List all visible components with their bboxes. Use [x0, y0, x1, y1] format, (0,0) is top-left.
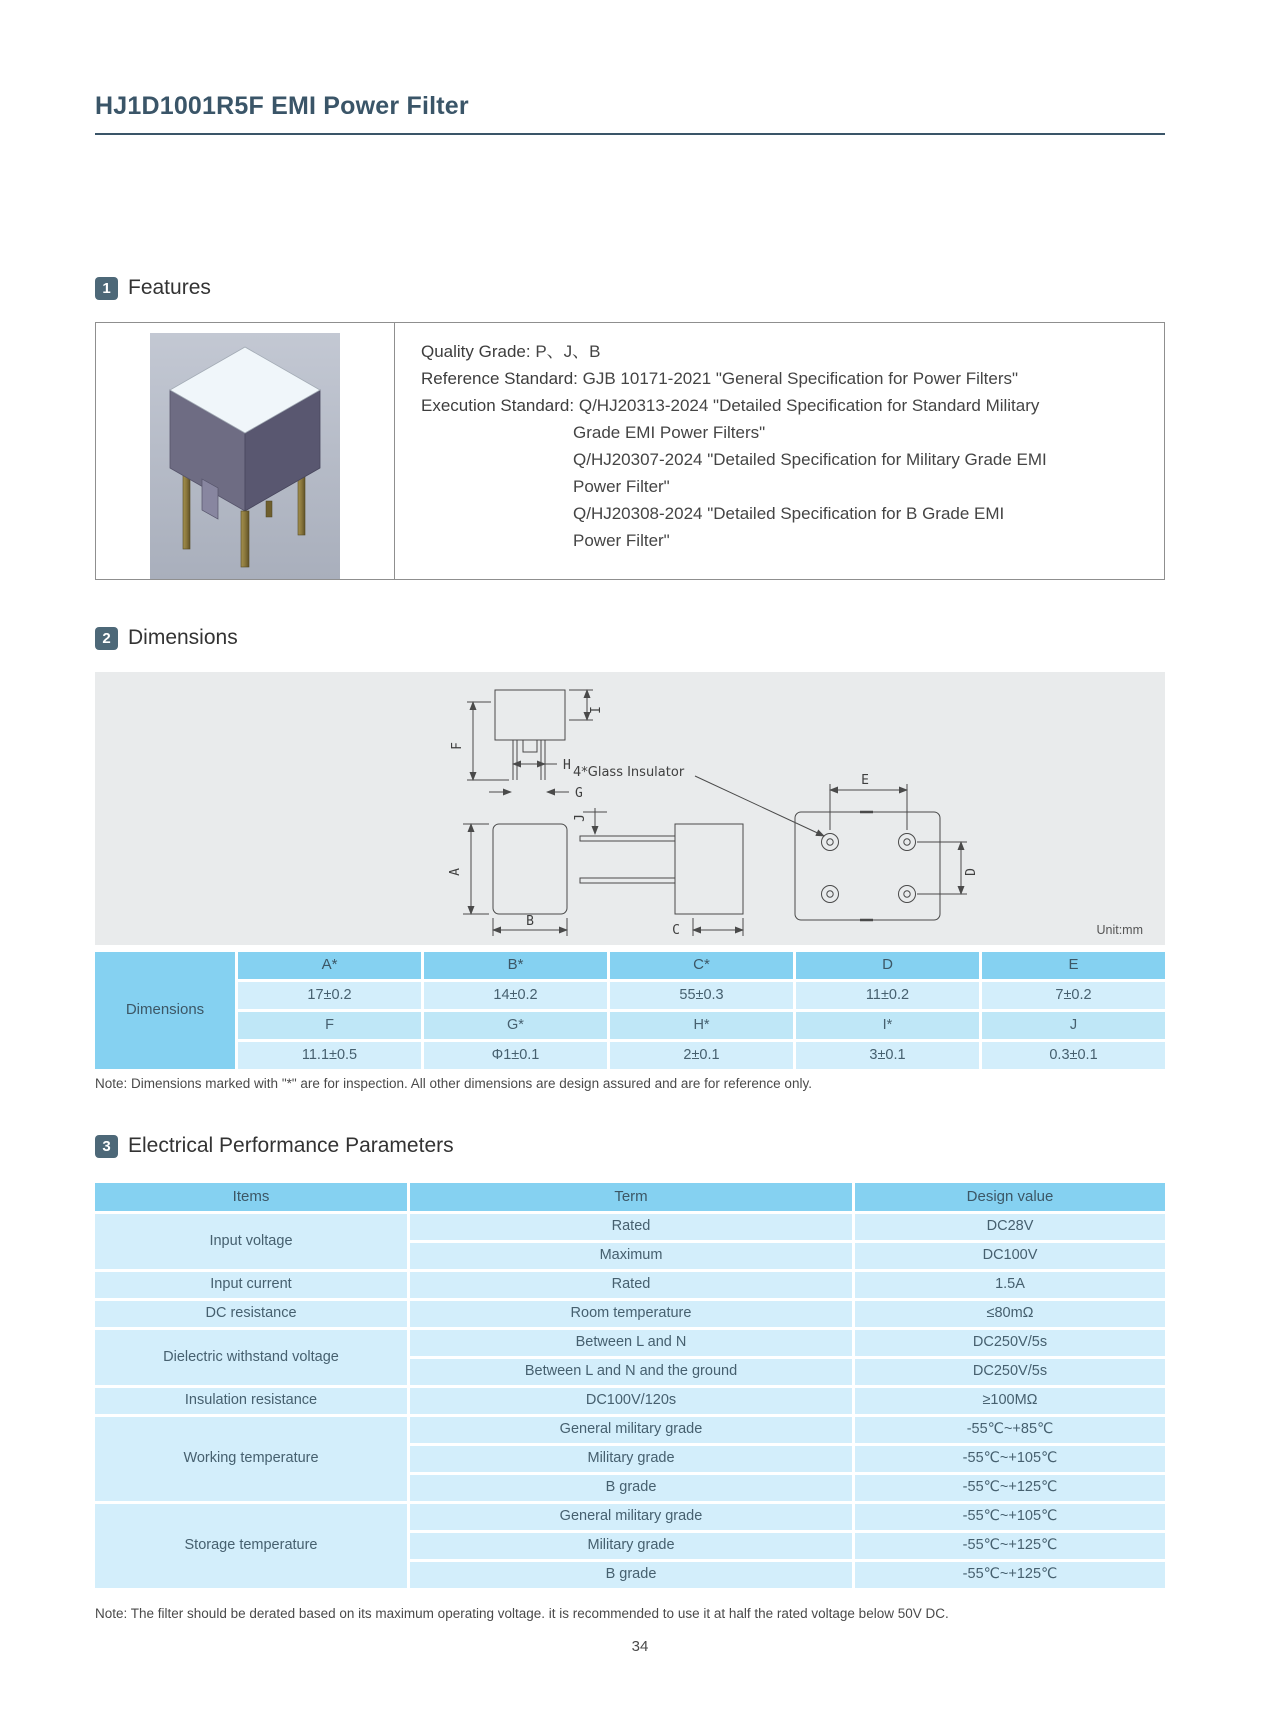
dim-label-a: A [448, 868, 463, 876]
section-number-badge: 3 [95, 1135, 118, 1158]
elec-item: Input voltage [95, 1214, 407, 1269]
dim-col-header: D [796, 952, 979, 979]
feature-line: Q/HJ20308-2024 "Detailed Specification for B Grade EMI [573, 504, 1005, 523]
section-title: Dimensions [128, 626, 238, 649]
section-title: Electrical Performance Parameters [128, 1134, 454, 1157]
elec-value: -55℃~+125℃ [855, 1562, 1165, 1588]
elec-value: -55℃~+105℃ [855, 1504, 1165, 1530]
dim-label-j: J [573, 814, 588, 822]
dim-value: 2±0.1 [610, 1042, 793, 1069]
dim-col-header: H* [610, 1012, 793, 1039]
elec-value: ≤80mΩ [855, 1301, 1165, 1327]
dimensions-diagram-panel [95, 672, 1165, 945]
reference-standard-label: Reference Standard: [421, 369, 578, 388]
dimensions-technical-drawing [95, 672, 1165, 945]
dimensions-table [95, 952, 1165, 1069]
elec-term: General military grade [410, 1504, 852, 1530]
feature-line: Grade EMI Power Filters" [573, 423, 766, 442]
section-header-features [95, 276, 211, 300]
section-title: Features [128, 276, 211, 299]
dim-value: 55±0.3 [610, 982, 793, 1009]
elec-header-items: Items [95, 1183, 407, 1211]
dim-value: 14±0.2 [424, 982, 607, 1009]
elec-term: Rated [410, 1214, 852, 1240]
section-number-badge: 1 [95, 277, 118, 300]
elec-value: DC100V [855, 1243, 1165, 1269]
dim-col-header: B* [424, 952, 607, 979]
feature-line [421, 338, 1138, 365]
dim-label-e: E [861, 773, 869, 788]
dim-label-b: B [526, 914, 534, 929]
elec-value: DC250V/5s [855, 1359, 1165, 1385]
dim-label-g: G [575, 786, 583, 801]
feature-line: Power Filter" [573, 477, 670, 496]
dim-label-d: D [964, 868, 979, 876]
dimensions-row-label: Dimensions [95, 952, 235, 1069]
dim-value: 11±0.2 [796, 982, 979, 1009]
quality-grade-value: P、J、B [535, 342, 601, 361]
elec-term: General military grade [410, 1417, 852, 1443]
feature-line [421, 392, 1138, 419]
elec-term: Military grade [410, 1533, 852, 1559]
top-view-body [795, 812, 940, 920]
dim-label-c: C [672, 923, 680, 938]
elec-item: Dielectric withstand voltage [95, 1330, 407, 1385]
elec-item: Insulation resistance [95, 1388, 407, 1414]
dim-value: 0.3±0.1 [982, 1042, 1165, 1069]
front-view-body [495, 690, 565, 740]
section-number-badge: 2 [95, 627, 118, 650]
elec-value: -55℃~+85℃ [855, 1417, 1165, 1443]
feature-line: Power Filter" [573, 531, 670, 550]
electrical-parameters-table [95, 1183, 1165, 1588]
elec-term: Room temperature [410, 1301, 852, 1327]
dim-value: Φ1±0.1 [424, 1042, 607, 1069]
page-number: 34 [631, 1638, 649, 1655]
dim-value: 7±0.2 [982, 982, 1165, 1009]
quality-grade-label: Quality Grade: [421, 342, 531, 361]
elec-value: DC250V/5s [855, 1330, 1165, 1356]
section-header-electrical [95, 1134, 454, 1158]
elec-term: Between L and N [410, 1330, 852, 1356]
dimensions-note: Note: Dimensions marked with "*" are for inspection. All other dimensions are design assured and are for reference only. [95, 1076, 812, 1091]
dim-col-header: J [982, 1012, 1165, 1039]
dim-col-header: I* [796, 1012, 979, 1039]
elec-value: DC28V [855, 1214, 1165, 1240]
dim-col-header: C* [610, 952, 793, 979]
page-title: HJ1D1001R5F EMI Power Filter [95, 92, 469, 120]
title-divider [95, 133, 1165, 135]
elec-header-design-value: Design value [855, 1183, 1165, 1211]
lead-view-body [675, 824, 743, 914]
dim-label-i: I [589, 706, 604, 714]
elec-item: Working temperature [95, 1417, 407, 1501]
elec-value: -55℃~+125℃ [855, 1533, 1165, 1559]
feature-line: Q/HJ20307-2024 "Detailed Specification for Military Grade EMI [573, 450, 1047, 469]
dim-value: 3±0.1 [796, 1042, 979, 1069]
elec-value: 1.5A [855, 1272, 1165, 1298]
dim-value: 17±0.2 [238, 982, 421, 1009]
elec-term: B grade [410, 1475, 852, 1501]
electrical-note: Note: The filter should be derated based on its maximum operating voltage. it is recommended to use it at half the rated voltage below 50V DC. [95, 1606, 949, 1621]
elec-term: B grade [410, 1562, 852, 1588]
dim-label-f: F [450, 742, 465, 750]
elec-header-term: Term [410, 1183, 852, 1211]
elec-value: -55℃~+125℃ [855, 1475, 1165, 1501]
dim-label-h: H [563, 758, 571, 773]
execution-standard-label: Execution Standard: [421, 396, 575, 415]
dim-value: 11.1±0.5 [238, 1042, 421, 1069]
elec-term: Rated [410, 1272, 852, 1298]
elec-term: Between L and N and the ground [410, 1359, 852, 1385]
elec-term: Military grade [410, 1446, 852, 1472]
dim-col-header: E [982, 952, 1165, 979]
product-image-cell [96, 323, 395, 579]
unit-label: Unit:mm [1096, 923, 1143, 937]
features-text [395, 323, 1164, 579]
elec-item: Input current [95, 1272, 407, 1298]
elec-value: -55℃~+105℃ [855, 1446, 1165, 1472]
product-image [150, 333, 340, 579]
section-header-dimensions [95, 626, 238, 650]
elec-term: Maximum [410, 1243, 852, 1269]
dim-col-header: A* [238, 952, 421, 979]
glass-insulator-annotation: 4*Glass Insulator [573, 765, 685, 780]
elec-value: ≥100MΩ [855, 1388, 1165, 1414]
elec-item: DC resistance [95, 1301, 407, 1327]
reference-standard-value: GJB 10171-2021 "General Specification for Power Filters" [582, 369, 1019, 388]
features-box [95, 322, 1165, 580]
execution-standard-value: Q/HJ20313-2024 "Detailed Specification for Standard Military [578, 396, 1040, 415]
elec-item: Storage temperature [95, 1504, 407, 1588]
dim-col-header: F [238, 1012, 421, 1039]
elec-term: DC100V/120s [410, 1388, 852, 1414]
side-view-body [493, 824, 567, 914]
dim-col-header: G* [424, 1012, 607, 1039]
feature-line [421, 365, 1138, 392]
